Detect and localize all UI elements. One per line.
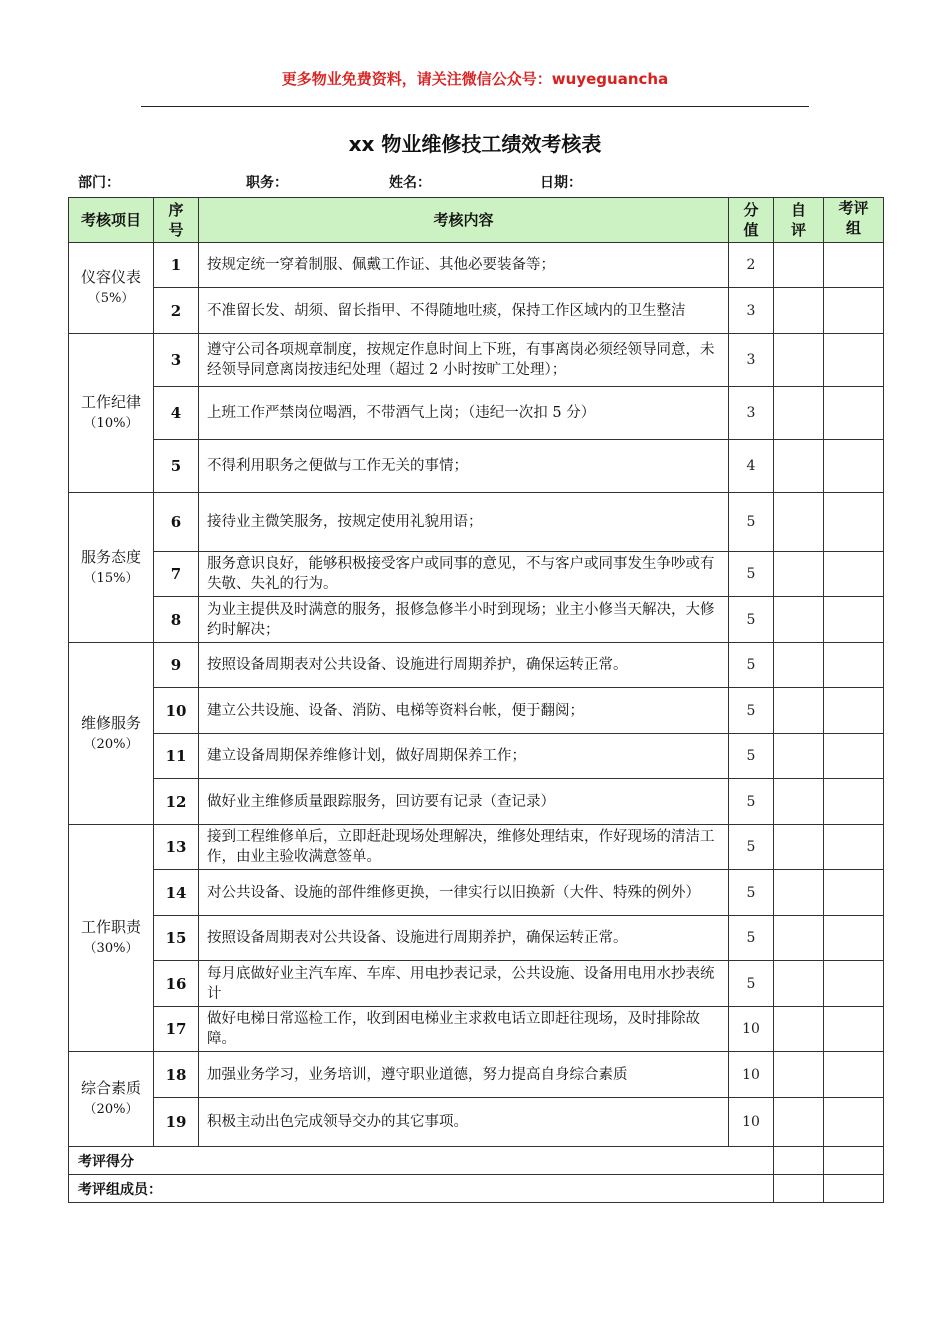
table-row	[69, 870, 884, 916]
table-row	[69, 493, 884, 552]
row-content: 接到工程维修单后，立即赶赴现场处理解决，维修处理结束，作好现场的清洁工作，由业主验收满意签单。	[199, 825, 729, 870]
total-self-cell[interactable]	[774, 1147, 824, 1175]
category-cell	[69, 1052, 154, 1147]
table-row	[69, 734, 884, 779]
self-eval-cell[interactable]	[774, 961, 824, 1007]
group-eval-cell[interactable]	[824, 387, 884, 440]
table-row	[69, 961, 884, 1007]
header-score: 分值	[729, 198, 774, 243]
row-score: 5	[729, 643, 774, 688]
header-number: 序号	[154, 198, 199, 243]
row-content: 按规定统一穿着制服、佩戴工作证、其他必要装备等；	[199, 243, 729, 288]
row-number: 2	[154, 288, 199, 334]
table-row	[69, 643, 884, 688]
header-group-eval: 考评组	[824, 198, 884, 243]
table-row	[69, 552, 884, 597]
self-eval-cell[interactable]	[774, 552, 824, 597]
row-content: 上班工作严禁岗位喝酒，不带酒气上岗；（违纪一次扣 5 分）	[199, 387, 729, 440]
row-content: 不准留长发、胡须、留长指甲、不得随地吐痰，保持工作区域内的卫生整洁	[199, 288, 729, 334]
members-self-cell[interactable]	[774, 1175, 824, 1203]
row-content: 为业主提供及时满意的服务，报修急修半小时到现场；业主小修当天解决，大修约时解决；	[199, 597, 729, 643]
row-number: 6	[154, 493, 199, 552]
row-number: 13	[154, 825, 199, 870]
row-number: 1	[154, 243, 199, 288]
header-category: 考核项目	[69, 198, 154, 243]
row-content: 建立设备周期保养维修计划，做好周期保养工作；	[199, 734, 729, 779]
row-content: 做好电梯日常巡检工作，收到困电梯业主求救电话立即赶往现场，及时排除故障。	[199, 1007, 729, 1052]
group-eval-cell[interactable]	[824, 961, 884, 1007]
table-row	[69, 825, 884, 870]
table-row	[69, 1007, 884, 1052]
group-eval-cell[interactable]	[824, 870, 884, 916]
table-header-row	[69, 198, 884, 243]
category-name: 工作纪律	[80, 393, 141, 411]
row-score: 10	[729, 1052, 774, 1098]
self-eval-cell[interactable]	[774, 1007, 824, 1052]
group-eval-cell[interactable]	[824, 243, 884, 288]
self-eval-cell[interactable]	[774, 643, 824, 688]
table-row	[69, 243, 884, 288]
total-score-row	[69, 1147, 884, 1175]
row-score: 5	[729, 688, 774, 734]
row-content: 按照设备周期表对公共设备、设施进行周期养护，确保运转正常。	[199, 643, 729, 688]
row-score: 3	[729, 387, 774, 440]
page-title: xx 物业维修技工绩效考核表	[348, 132, 602, 156]
row-content: 建立公共设施、设备、消防、电梯等资料台帐，便于翻阅；	[199, 688, 729, 734]
row-number: 9	[154, 643, 199, 688]
table-row	[69, 779, 884, 825]
self-eval-cell[interactable]	[774, 597, 824, 643]
row-number: 11	[154, 734, 199, 779]
name-label: 姓名：	[389, 175, 431, 191]
row-score: 5	[729, 734, 774, 779]
self-eval-cell[interactable]	[774, 493, 824, 552]
banner-notice: 更多物业免费资料，请关注微信公众号：wuyeguancha	[281, 70, 669, 88]
row-score: 5	[729, 779, 774, 825]
category-name: 服务态度	[80, 547, 141, 566]
self-eval-cell[interactable]	[774, 334, 824, 387]
members-group-cell[interactable]	[824, 1175, 884, 1203]
self-eval-cell[interactable]	[774, 916, 824, 961]
table-row	[69, 387, 884, 440]
table-row	[69, 288, 884, 334]
row-content: 按照设备周期表对公共设备、设施进行周期养护，确保运转正常。	[199, 916, 729, 961]
self-eval-cell[interactable]	[774, 288, 824, 334]
category-weight: （30%）	[83, 941, 139, 956]
group-eval-cell[interactable]	[824, 1007, 884, 1052]
row-score: 5	[729, 597, 774, 643]
category-cell	[69, 825, 154, 1052]
table-row	[69, 916, 884, 961]
category-cell	[69, 643, 154, 825]
group-eval-cell[interactable]	[824, 288, 884, 334]
self-eval-cell[interactable]	[774, 734, 824, 779]
row-score: 5	[729, 552, 774, 597]
self-eval-cell[interactable]	[774, 1052, 824, 1098]
category-weight: （20%）	[83, 736, 139, 752]
row-number: 16	[154, 961, 199, 1007]
category-name: 工作职责	[80, 918, 141, 936]
row-content: 每月底做好业主汽车库、车库、用电抄表记录，公共设施、设备用电用水抄表统计	[199, 961, 729, 1007]
group-members-row	[69, 1175, 884, 1203]
group-eval-cell[interactable]	[824, 779, 884, 825]
group-eval-cell[interactable]	[824, 1098, 884, 1147]
self-eval-cell[interactable]	[774, 440, 824, 493]
category-cell	[69, 334, 154, 493]
self-eval-cell[interactable]	[774, 825, 824, 870]
row-score: 4	[729, 440, 774, 493]
row-score: 10	[729, 1098, 774, 1147]
self-eval-cell[interactable]	[774, 779, 824, 825]
row-number: 4	[154, 387, 199, 440]
group-eval-cell[interactable]	[824, 493, 884, 552]
row-score: 5	[729, 916, 774, 961]
table-row	[69, 688, 884, 734]
row-content: 积极主动出色完成领导交办的其它事项。	[199, 1098, 729, 1147]
group-eval-cell[interactable]	[824, 334, 884, 387]
row-number: 18	[154, 1052, 199, 1098]
row-score: 5	[729, 825, 774, 870]
group-eval-cell[interactable]	[824, 825, 884, 870]
department-label: 部门：	[78, 175, 120, 191]
row-number: 10	[154, 688, 199, 734]
row-number: 15	[154, 916, 199, 961]
row-content: 做好业主维修质量跟踪服务，回访要有记录（查记录）	[199, 779, 729, 825]
category-name: 综合素质	[80, 1079, 141, 1097]
row-number: 12	[154, 779, 199, 825]
form-meta	[78, 172, 878, 192]
row-score: 3	[729, 288, 774, 334]
group-members-label: 考评组成员：	[69, 1175, 774, 1203]
row-score: 10	[729, 1007, 774, 1052]
group-eval-cell[interactable]	[824, 597, 884, 643]
row-score: 5	[729, 961, 774, 1007]
self-eval-cell[interactable]	[774, 243, 824, 288]
self-eval-cell[interactable]	[774, 688, 824, 734]
header-self-eval: 自评	[774, 198, 824, 243]
category-weight: （15%）	[83, 570, 139, 586]
category-weight: （10%）	[83, 416, 139, 431]
row-score: 2	[729, 243, 774, 288]
table-row	[69, 1052, 884, 1098]
row-score: 5	[729, 493, 774, 552]
self-eval-cell[interactable]	[774, 387, 824, 440]
row-content: 不得利用职务之便做与工作无关的事情；	[199, 440, 729, 493]
category-weight: （20%）	[83, 1102, 139, 1117]
row-content: 对公共设备、设施的部件维修更换，一律实行以旧换新（大件、特殊的例外）	[199, 870, 729, 916]
row-content: 服务意识良好，能够积极接受客户或同事的意见，不与客户或同事发生争吵或有失敬、失礼的行为。	[199, 552, 729, 597]
evaluation-table	[68, 197, 884, 1203]
category-name: 仪容仪表	[80, 268, 141, 286]
group-eval-cell[interactable]	[824, 440, 884, 493]
group-eval-cell[interactable]	[824, 643, 884, 688]
row-score: 3	[729, 334, 774, 387]
position-label: 职务：	[246, 175, 288, 191]
row-content: 遵守公司各项规章制度，按规定作息时间上下班，有事离岗必须经领导同意，未经领导同意离岗按违纪处理（超过 2 小时按旷工处理）；	[199, 334, 729, 387]
total-score-label: 考评得分	[69, 1147, 774, 1175]
table-row	[69, 1098, 884, 1147]
table-row	[69, 597, 884, 643]
header-content: 考核内容	[199, 198, 729, 243]
self-eval-cell[interactable]	[774, 1098, 824, 1147]
row-content: 加强业务学习，业务培训，遵守职业道德，努力提高自身综合素质	[199, 1052, 729, 1098]
group-eval-cell[interactable]	[824, 916, 884, 961]
header-divider	[141, 106, 809, 107]
date-label: 日期：	[540, 175, 582, 191]
table-row	[69, 440, 884, 493]
table-row	[69, 334, 884, 387]
category-name: 维修服务	[80, 713, 141, 732]
row-number: 17	[154, 1007, 199, 1052]
row-number: 8	[154, 597, 199, 643]
row-number: 3	[154, 334, 199, 387]
row-number: 19	[154, 1098, 199, 1147]
total-group-cell[interactable]	[824, 1147, 884, 1175]
group-eval-cell[interactable]	[824, 734, 884, 779]
group-eval-cell[interactable]	[824, 552, 884, 597]
group-eval-cell[interactable]	[824, 688, 884, 734]
row-content: 接待业主微笑服务，按规定使用礼貌用语；	[199, 493, 729, 552]
category-cell	[69, 243, 154, 334]
group-eval-cell[interactable]	[824, 1052, 884, 1098]
category-cell	[69, 493, 154, 643]
category-weight: （5%）	[87, 291, 135, 306]
row-score: 5	[729, 870, 774, 916]
row-number: 14	[154, 870, 199, 916]
self-eval-cell[interactable]	[774, 870, 824, 916]
row-number: 7	[154, 552, 199, 597]
row-number: 5	[154, 440, 199, 493]
